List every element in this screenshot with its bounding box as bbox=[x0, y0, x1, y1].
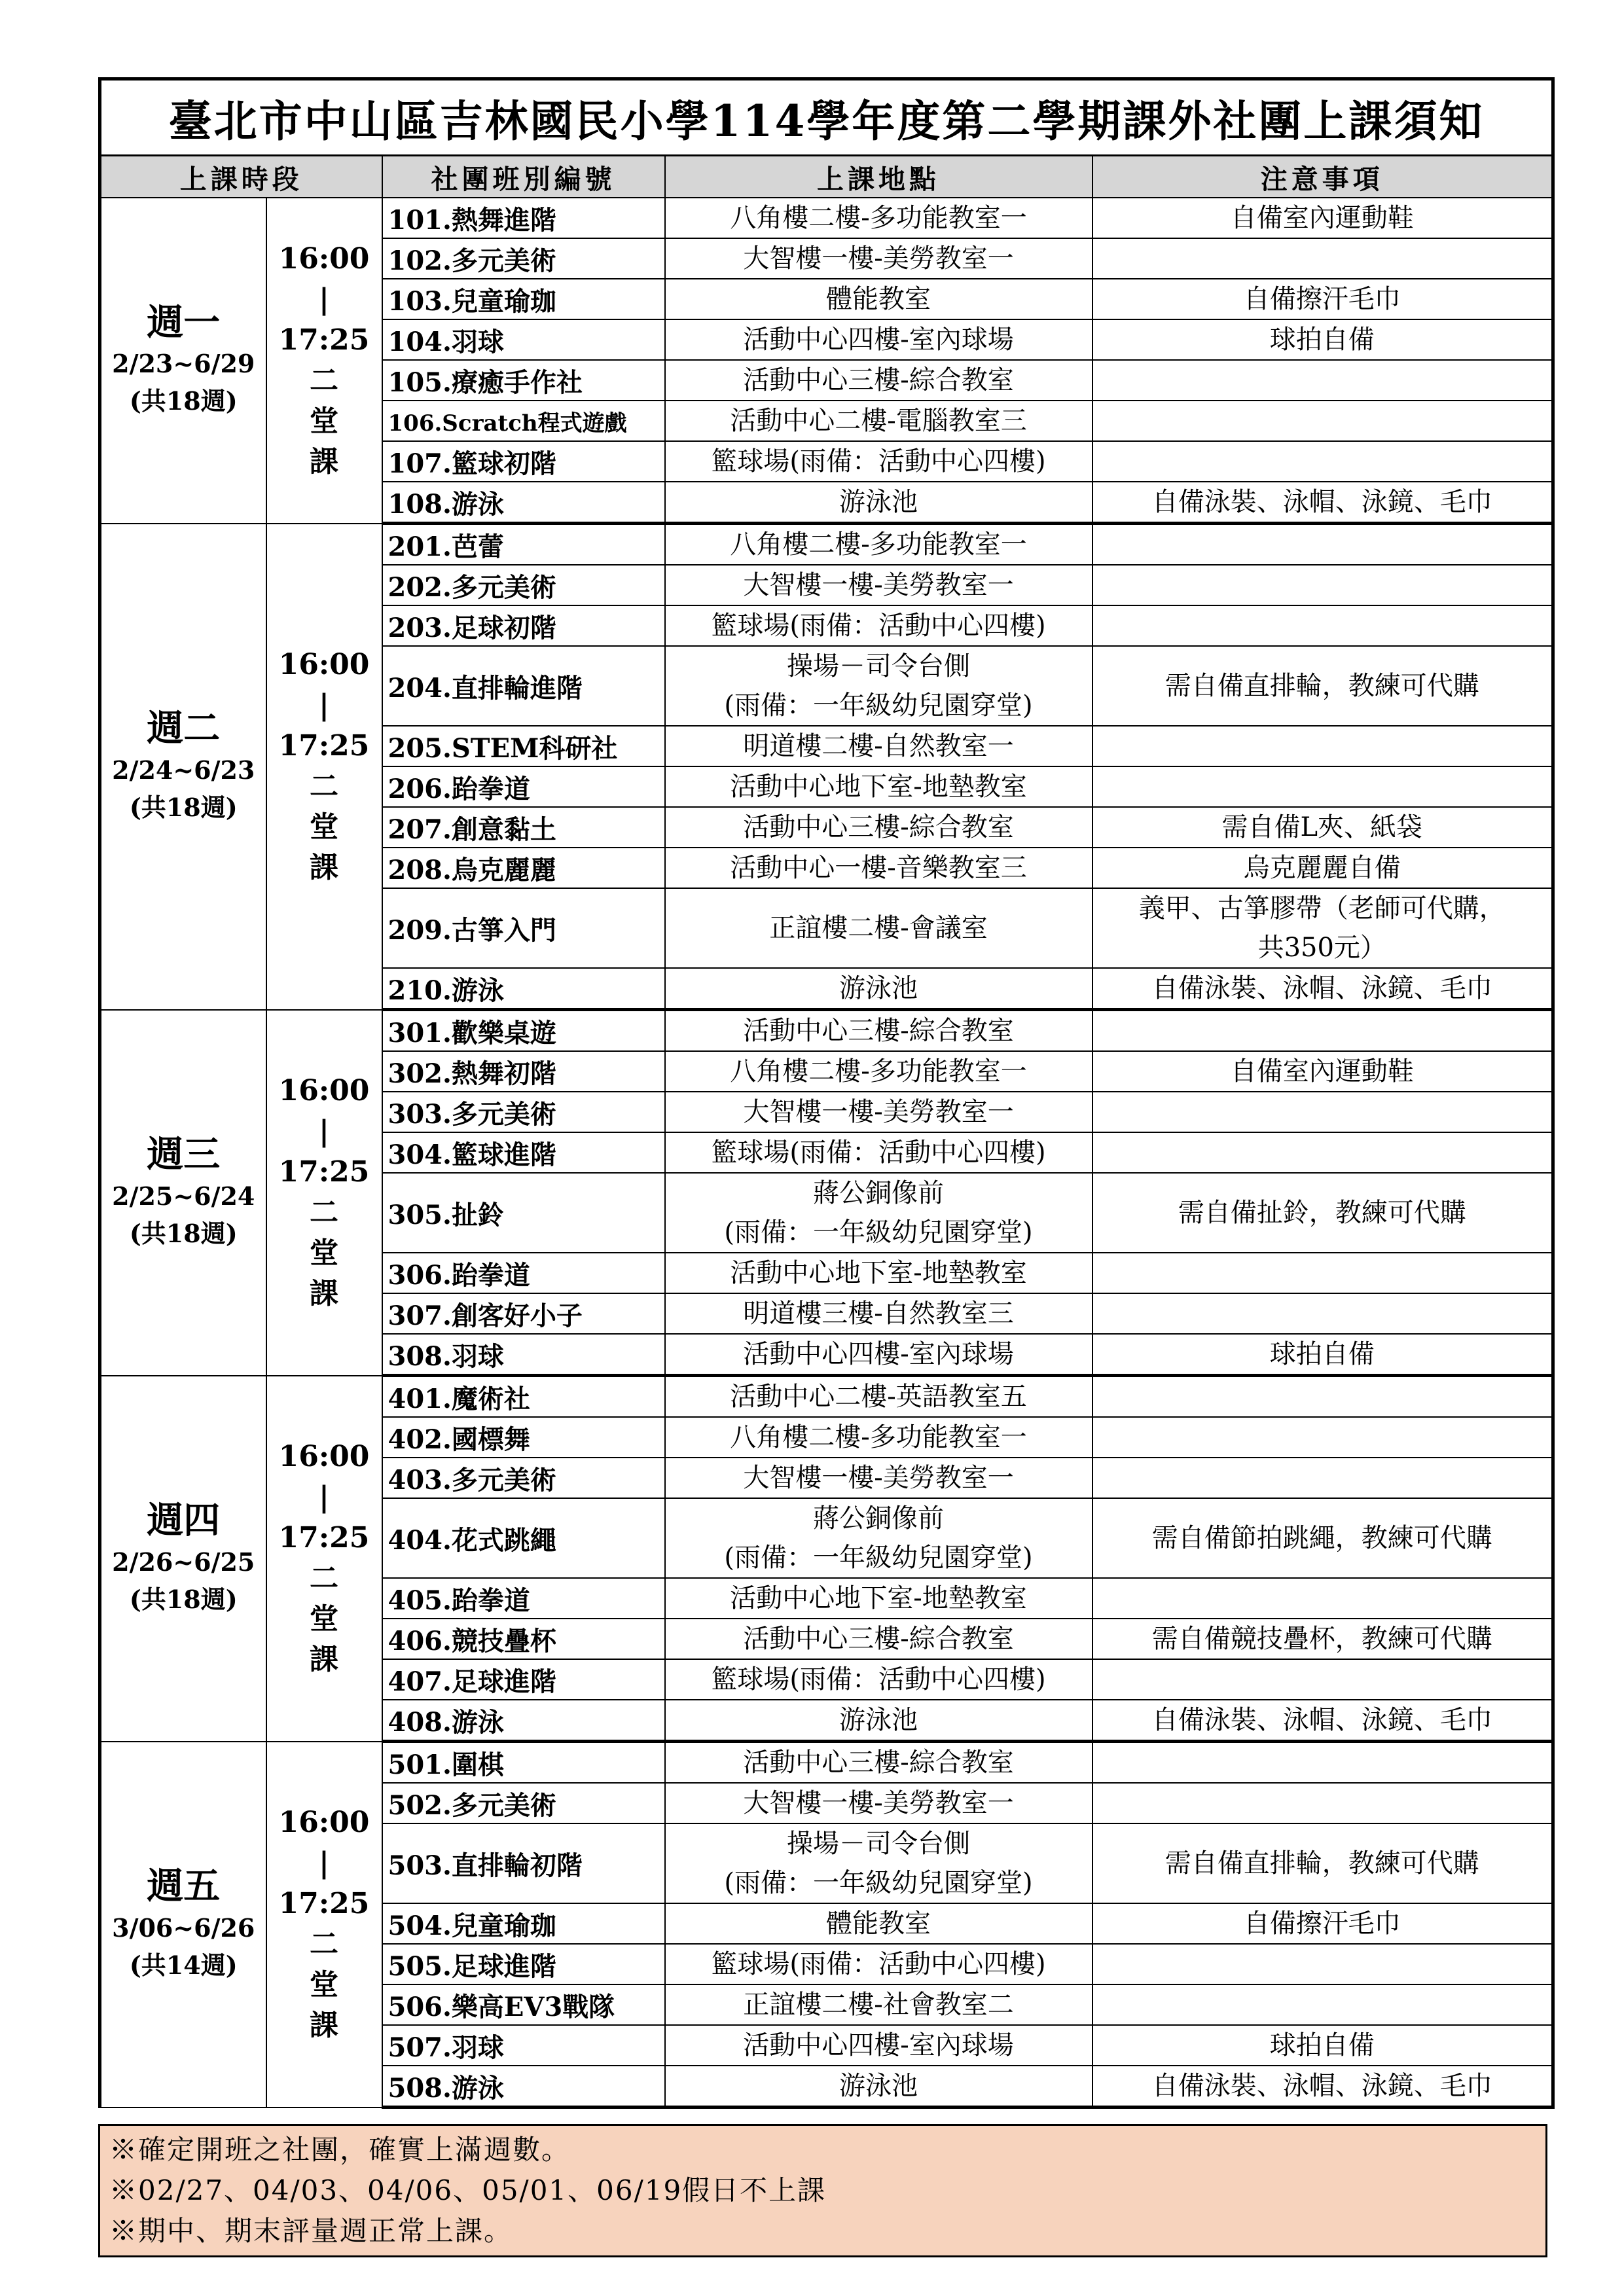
location-cell bbox=[665, 1051, 1092, 1092]
location-cell bbox=[665, 766, 1092, 807]
location-cell bbox=[665, 2066, 1092, 2108]
note-cell bbox=[1092, 1132, 1553, 1173]
club-name: 103.兒童瑜珈 bbox=[382, 279, 665, 319]
time-slot-line: 二 bbox=[310, 363, 338, 397]
time-slot-line: 課 bbox=[310, 2009, 338, 2042]
location-line: 活動中心三樓-綜合教室 bbox=[743, 812, 1014, 842]
time-slot bbox=[266, 524, 382, 1010]
location-cell bbox=[665, 1010, 1092, 1052]
note-cell bbox=[1092, 1253, 1553, 1293]
note-cell bbox=[1092, 1417, 1553, 1458]
club-name: 102.多元美術 bbox=[382, 238, 665, 279]
location-line: 活動中心三樓-綜合教室 bbox=[743, 1624, 1014, 1654]
time-slot-line: 16:00 bbox=[278, 242, 370, 276]
location-line: 八角樓二樓-多功能教室一 bbox=[730, 203, 1027, 233]
location-cell bbox=[665, 319, 1092, 360]
location-line: 籃球場(雨備：活動中心四樓) bbox=[711, 1949, 1046, 1979]
location-cell bbox=[665, 441, 1092, 482]
location-cell bbox=[665, 1132, 1092, 1173]
note-line: 球拍自備 bbox=[1269, 1339, 1375, 1369]
time-slot-line: 17:25 bbox=[278, 323, 370, 357]
club-name: 302.熱舞初階 bbox=[382, 1051, 665, 1092]
club-name: 303.多元美術 bbox=[382, 1092, 665, 1132]
note-cell bbox=[1092, 1010, 1553, 1052]
note-cell bbox=[1092, 1376, 1553, 1418]
note-cell bbox=[1092, 726, 1553, 766]
club-name: 502.多元美術 bbox=[382, 1783, 665, 1823]
location-cell bbox=[665, 1783, 1092, 1823]
note-cell bbox=[1092, 319, 1553, 360]
club-name: 508.游泳 bbox=[382, 2066, 665, 2108]
footer-note: ※02/27、04/03、04/06、05/01、06/19假日不上課 bbox=[109, 2174, 827, 2206]
day-range: 3/06~6/26 bbox=[112, 1912, 255, 1943]
club-name: 206.跆拳道 bbox=[382, 766, 665, 807]
note-line: 烏克麗麗自備 bbox=[1243, 853, 1401, 883]
note-line: 自備室內運動鞋 bbox=[1230, 1056, 1414, 1086]
club-name: 210.游泳 bbox=[382, 968, 665, 1010]
club-name: 304.籃球進階 bbox=[382, 1132, 665, 1173]
time-slot-line: 課 bbox=[310, 1643, 338, 1676]
club-name: 205.STEM科研社 bbox=[382, 726, 665, 766]
location-line: 活動中心三樓-綜合教室 bbox=[743, 365, 1014, 395]
time-slot-line: 16:00 bbox=[278, 648, 370, 681]
table-row bbox=[100, 198, 1553, 238]
location-line: 活動中心三樓-綜合教室 bbox=[743, 1016, 1014, 1046]
note-line: 自備室內運動鞋 bbox=[1230, 203, 1414, 233]
location-cell bbox=[665, 1619, 1092, 1659]
note-line: 自備擦汗毛巾 bbox=[1243, 1909, 1401, 1939]
note-cell bbox=[1092, 279, 1553, 319]
club-name: 104.羽球 bbox=[382, 319, 665, 360]
location-cell bbox=[665, 1700, 1092, 1742]
note-cell bbox=[1092, 565, 1553, 605]
note-cell bbox=[1092, 1498, 1553, 1578]
location-cell bbox=[665, 726, 1092, 766]
location-line: 活動中心一樓-音樂教室三 bbox=[730, 853, 1027, 883]
club-name: 209.古箏入門 bbox=[382, 888, 665, 968]
note-line: 需自備直排輪，教練可代購 bbox=[1164, 671, 1479, 701]
day-count: (共14週) bbox=[129, 1950, 238, 1980]
header-club: 社團班別編號 bbox=[382, 156, 665, 198]
time-slot-line: | bbox=[318, 1846, 329, 1880]
location-cell bbox=[665, 1498, 1092, 1578]
note-cell bbox=[1092, 198, 1553, 238]
note-cell bbox=[1092, 238, 1553, 279]
location-line: 籃球場(雨備：活動中心四樓) bbox=[711, 446, 1046, 476]
location-cell bbox=[665, 1578, 1092, 1619]
club-name: 504.兒童瑜珈 bbox=[382, 1903, 665, 1944]
location-line: 活動中心四樓-室內球場 bbox=[743, 1339, 1014, 1369]
location-line: 大智樓一樓-美勞教室一 bbox=[743, 1463, 1014, 1493]
note-cell bbox=[1092, 1903, 1553, 1944]
location-line: 活動中心三樓-綜合教室 bbox=[743, 1748, 1014, 1778]
note-cell bbox=[1092, 1578, 1553, 1619]
club-name: 407.足球進階 bbox=[382, 1659, 665, 1700]
day-name: 週四 bbox=[147, 1499, 221, 1543]
club-name: 408.游泳 bbox=[382, 1700, 665, 1742]
location-cell bbox=[665, 360, 1092, 401]
time-slot-line: 堂 bbox=[310, 810, 338, 844]
time-slot bbox=[266, 198, 382, 524]
note-cell bbox=[1092, 1334, 1553, 1376]
club-name: 503.直排輪初階 bbox=[382, 1823, 665, 1903]
day-cell bbox=[100, 1010, 266, 1376]
location-cell bbox=[665, 1173, 1092, 1253]
location-line: 大智樓一樓-美勞教室一 bbox=[743, 243, 1014, 274]
location-line: 正誼樓二樓-社會教室二 bbox=[743, 1990, 1014, 2020]
note-cell bbox=[1092, 807, 1553, 848]
note-line: 需自備節拍跳繩，教練可代購 bbox=[1151, 1523, 1492, 1553]
day-cell bbox=[100, 1742, 266, 2108]
location-line: (雨備：一年級幼兒園穿堂) bbox=[724, 1543, 1033, 1573]
day-range: 2/25~6/24 bbox=[112, 1181, 255, 1211]
note-cell bbox=[1092, 2066, 1553, 2108]
time-slot-line: 二 bbox=[310, 1928, 338, 1961]
location-cell bbox=[665, 482, 1092, 524]
note-cell bbox=[1092, 360, 1553, 401]
location-cell bbox=[665, 401, 1092, 441]
club-name: 204.直排輪進階 bbox=[382, 646, 665, 726]
day-range: 2/24~6/23 bbox=[112, 755, 255, 785]
day-range: 2/26~6/25 bbox=[112, 1547, 255, 1577]
day-name: 週五 bbox=[147, 1865, 221, 1909]
schedule-sheet bbox=[98, 77, 1551, 2109]
club-name: 506.樂高EV3戰隊 bbox=[382, 1984, 665, 2025]
location-cell bbox=[665, 1334, 1092, 1376]
club-name: 203.足球初階 bbox=[382, 605, 665, 646]
time-slot-line: 堂 bbox=[310, 404, 338, 438]
note-line: 自備泳裝、泳帽、泳鏡、毛巾 bbox=[1151, 1705, 1492, 1735]
location-line: 蔣公銅像前 bbox=[813, 1503, 944, 1534]
location-cell bbox=[665, 1823, 1092, 1903]
time-slot-line: 堂 bbox=[310, 1602, 338, 1636]
location-cell bbox=[665, 1253, 1092, 1293]
day-name: 週三 bbox=[147, 1133, 221, 1177]
location-cell bbox=[665, 565, 1092, 605]
club-name: 307.創客好小子 bbox=[382, 1293, 665, 1334]
location-line: 活動中心地下室-地墊教室 bbox=[730, 1583, 1027, 1613]
time-slot-line: | bbox=[318, 1480, 329, 1514]
location-line: (雨備：一年級幼兒園穿堂) bbox=[724, 691, 1033, 721]
club-name: 207.創意黏土 bbox=[382, 807, 665, 848]
note-cell bbox=[1092, 1984, 1553, 2025]
club-name: 405.跆拳道 bbox=[382, 1578, 665, 1619]
location-cell bbox=[665, 2025, 1092, 2066]
note-cell bbox=[1092, 1092, 1553, 1132]
location-cell bbox=[665, 1092, 1092, 1132]
header-notes: 注意事項 bbox=[1092, 156, 1553, 198]
club-name: 308.羽球 bbox=[382, 1334, 665, 1376]
time-slot-line: 課 bbox=[310, 444, 338, 478]
day-count: (共18週) bbox=[129, 792, 238, 822]
note-cell bbox=[1092, 1783, 1553, 1823]
day-cell bbox=[100, 524, 266, 1010]
location-line: 活動中心二樓-電腦教室三 bbox=[730, 406, 1027, 436]
location-line: 游泳池 bbox=[839, 973, 918, 1003]
note-cell bbox=[1092, 401, 1553, 441]
day-name: 週一 bbox=[147, 301, 221, 345]
club-name: 406.競技疊杯 bbox=[382, 1619, 665, 1659]
club-name: 507.羽球 bbox=[382, 2025, 665, 2066]
time-slot-line: 二 bbox=[310, 1562, 338, 1595]
club-name: 202.多元美術 bbox=[382, 565, 665, 605]
note-cell bbox=[1092, 1944, 1553, 1984]
location-cell bbox=[665, 1458, 1092, 1498]
table-row bbox=[100, 1742, 1553, 1784]
note-cell bbox=[1092, 1742, 1553, 1784]
note-cell bbox=[1092, 888, 1553, 968]
time-slot-line: 二 bbox=[310, 1196, 338, 1229]
note-line: 需自備L夾、紙袋 bbox=[1221, 812, 1423, 842]
day-count: (共18週) bbox=[129, 386, 238, 416]
club-name: 501.圍棋 bbox=[382, 1742, 665, 1784]
time-slot bbox=[266, 1742, 382, 2108]
note-cell bbox=[1092, 605, 1553, 646]
club-name: 301.歡樂桌遊 bbox=[382, 1010, 665, 1052]
note-cell bbox=[1092, 968, 1553, 1010]
time-slot-line: | bbox=[318, 282, 329, 316]
location-line: 活動中心四樓-室內球場 bbox=[743, 2030, 1014, 2060]
time-slot-line: 17:25 bbox=[278, 729, 370, 762]
header-location: 上課地點 bbox=[665, 156, 1092, 198]
location-cell bbox=[665, 968, 1092, 1010]
time-slot-line: 課 bbox=[310, 1277, 338, 1310]
location-line: 活動中心地下室-地墊教室 bbox=[730, 1258, 1027, 1288]
time-slot-line: 17:25 bbox=[278, 1155, 370, 1189]
table-row bbox=[100, 1010, 1553, 1052]
time-slot-line: 課 bbox=[310, 851, 338, 884]
day-cell bbox=[100, 1376, 266, 1742]
day-count: (共18週) bbox=[129, 1218, 238, 1248]
location-cell bbox=[665, 848, 1092, 888]
club-name: 201.芭蕾 bbox=[382, 524, 665, 565]
note-cell bbox=[1092, 1700, 1553, 1742]
location-cell bbox=[665, 198, 1092, 238]
note-cell bbox=[1092, 766, 1553, 807]
location-cell bbox=[665, 807, 1092, 848]
location-line: 大智樓一樓-美勞教室一 bbox=[743, 1097, 1014, 1127]
location-cell bbox=[665, 1417, 1092, 1458]
club-name: 208.烏克麗麗 bbox=[382, 848, 665, 888]
club-name: 306.跆拳道 bbox=[382, 1253, 665, 1293]
club-name: 106.Scratch程式遊戲 bbox=[382, 401, 665, 441]
location-line: 籃球場(雨備：活動中心四樓) bbox=[711, 611, 1046, 641]
time-slot bbox=[266, 1010, 382, 1376]
note-cell bbox=[1092, 646, 1553, 726]
note-line: 義甲、古箏膠帶（老師可代購， bbox=[1138, 893, 1506, 924]
location-line: 大智樓一樓-美勞教室一 bbox=[743, 570, 1014, 600]
note-cell bbox=[1092, 1823, 1553, 1903]
schedule-table bbox=[98, 77, 1555, 2109]
location-line: 蔣公銅像前 bbox=[813, 1178, 944, 1208]
club-name: 403.多元美術 bbox=[382, 1458, 665, 1498]
note-cell bbox=[1092, 524, 1553, 565]
note-line: 自備泳裝、泳帽、泳鏡、毛巾 bbox=[1151, 487, 1492, 517]
note-cell bbox=[1092, 2025, 1553, 2066]
table-row bbox=[100, 1376, 1553, 1418]
club-name: 401.魔術社 bbox=[382, 1376, 665, 1418]
note-line: 自備泳裝、泳帽、泳鏡、毛巾 bbox=[1151, 973, 1492, 1003]
location-cell bbox=[665, 1984, 1092, 2025]
time-slot-line: 17:25 bbox=[278, 1521, 370, 1554]
note-cell bbox=[1092, 482, 1553, 524]
note-line: 球拍自備 bbox=[1269, 2030, 1375, 2060]
day-cell bbox=[100, 198, 266, 524]
note-cell bbox=[1092, 441, 1553, 482]
club-name: 404.花式跳繩 bbox=[382, 1498, 665, 1578]
time-slot-line: | bbox=[318, 689, 329, 722]
location-line: 活動中心二樓-英語教室五 bbox=[730, 1382, 1027, 1412]
time-slot-line: 二 bbox=[310, 770, 338, 803]
club-name: 305.扯鈴 bbox=[382, 1173, 665, 1253]
page-title: 臺北市中山區吉林國民小學114學年度第二學期課外社團上課須知 bbox=[100, 79, 1553, 156]
location-line: 八角樓二樓-多功能教室一 bbox=[730, 529, 1027, 560]
location-cell bbox=[665, 605, 1092, 646]
location-line: 明道樓二樓-自然教室一 bbox=[743, 731, 1014, 761]
location-cell bbox=[665, 524, 1092, 565]
location-line: 籃球場(雨備：活動中心四樓) bbox=[711, 1664, 1046, 1695]
location-cell bbox=[665, 279, 1092, 319]
location-line: 正誼樓二樓-會議室 bbox=[769, 913, 988, 943]
location-cell bbox=[665, 1903, 1092, 1944]
time-slot-line: | bbox=[318, 1115, 329, 1148]
location-cell bbox=[665, 646, 1092, 726]
note-cell bbox=[1092, 1619, 1553, 1659]
club-name: 105.療癒手作社 bbox=[382, 360, 665, 401]
note-cell bbox=[1092, 1051, 1553, 1092]
time-slot-line: 16:00 bbox=[278, 1440, 370, 1473]
note-cell bbox=[1092, 1458, 1553, 1498]
location-cell bbox=[665, 888, 1092, 968]
footer-note: ※確定開班之社團，確實上滿週數。 bbox=[109, 2134, 571, 2166]
location-cell bbox=[665, 1376, 1092, 1418]
location-line: 明道樓三樓-自然教室三 bbox=[743, 1299, 1014, 1329]
location-cell bbox=[665, 1659, 1092, 1700]
day-name: 週二 bbox=[147, 707, 221, 751]
location-line: 游泳池 bbox=[839, 1705, 918, 1735]
time-slot-line: 17:25 bbox=[278, 1887, 370, 1920]
location-line: 操場－司令台側 bbox=[787, 651, 970, 681]
note-line: 自備泳裝、泳帽、泳鏡、毛巾 bbox=[1151, 2071, 1492, 2101]
footer-notes bbox=[98, 2124, 1547, 2257]
table-row bbox=[100, 524, 1553, 565]
location-line: 體能教室 bbox=[826, 284, 931, 314]
location-cell bbox=[665, 1742, 1092, 1784]
location-line: 活動中心四樓-室內球場 bbox=[743, 325, 1014, 355]
note-line: 共350元） bbox=[1257, 933, 1386, 963]
club-name: 101.熱舞進階 bbox=[382, 198, 665, 238]
location-line: (雨備：一年級幼兒園穿堂) bbox=[724, 1868, 1033, 1898]
note-cell bbox=[1092, 1293, 1553, 1334]
location-line: 操場－司令台側 bbox=[787, 1829, 970, 1859]
note-cell bbox=[1092, 1659, 1553, 1700]
club-name: 402.國標舞 bbox=[382, 1417, 665, 1458]
location-line: 八角樓二樓-多功能教室一 bbox=[730, 1056, 1027, 1086]
location-line: 游泳池 bbox=[839, 487, 918, 517]
time-slot-line: 堂 bbox=[310, 1968, 338, 2001]
note-line: 自備擦汗毛巾 bbox=[1243, 284, 1401, 314]
note-line: 需自備競技疊杯，教練可代購 bbox=[1151, 1624, 1492, 1654]
location-line: 籃球場(雨備：活動中心四樓) bbox=[711, 1138, 1046, 1168]
location-cell bbox=[665, 1944, 1092, 1984]
note-line: 需自備扯鈴，教練可代購 bbox=[1178, 1198, 1466, 1228]
club-name: 108.游泳 bbox=[382, 482, 665, 524]
note-cell bbox=[1092, 1173, 1553, 1253]
note-line: 球拍自備 bbox=[1269, 325, 1375, 355]
footer-note: ※期中、期末評量週正常上課。 bbox=[109, 2215, 513, 2247]
club-name: 505.足球進階 bbox=[382, 1944, 665, 1984]
location-line: 八角樓二樓-多功能教室一 bbox=[730, 1422, 1027, 1452]
time-slot-line: 堂 bbox=[310, 1236, 338, 1270]
note-line: 需自備直排輪，教練可代購 bbox=[1164, 1848, 1479, 1878]
day-count: (共18週) bbox=[129, 1584, 238, 1614]
time-slot-line: 16:00 bbox=[278, 1074, 370, 1107]
location-line: 游泳池 bbox=[839, 2071, 918, 2101]
header-time: 上課時段 bbox=[100, 156, 382, 198]
day-range: 2/23~6/29 bbox=[112, 349, 255, 379]
location-line: 大智樓一樓-美勞教室一 bbox=[743, 1788, 1014, 1818]
location-line: (雨備：一年級幼兒園穿堂) bbox=[724, 1217, 1033, 1247]
location-cell bbox=[665, 238, 1092, 279]
location-line: 活動中心地下室-地墊教室 bbox=[730, 772, 1027, 802]
note-cell bbox=[1092, 848, 1553, 888]
location-cell bbox=[665, 1293, 1092, 1334]
location-line: 體能教室 bbox=[826, 1909, 931, 1939]
time-slot bbox=[266, 1376, 382, 1742]
club-name: 107.籃球初階 bbox=[382, 441, 665, 482]
time-slot-line: 16:00 bbox=[278, 1806, 370, 1839]
